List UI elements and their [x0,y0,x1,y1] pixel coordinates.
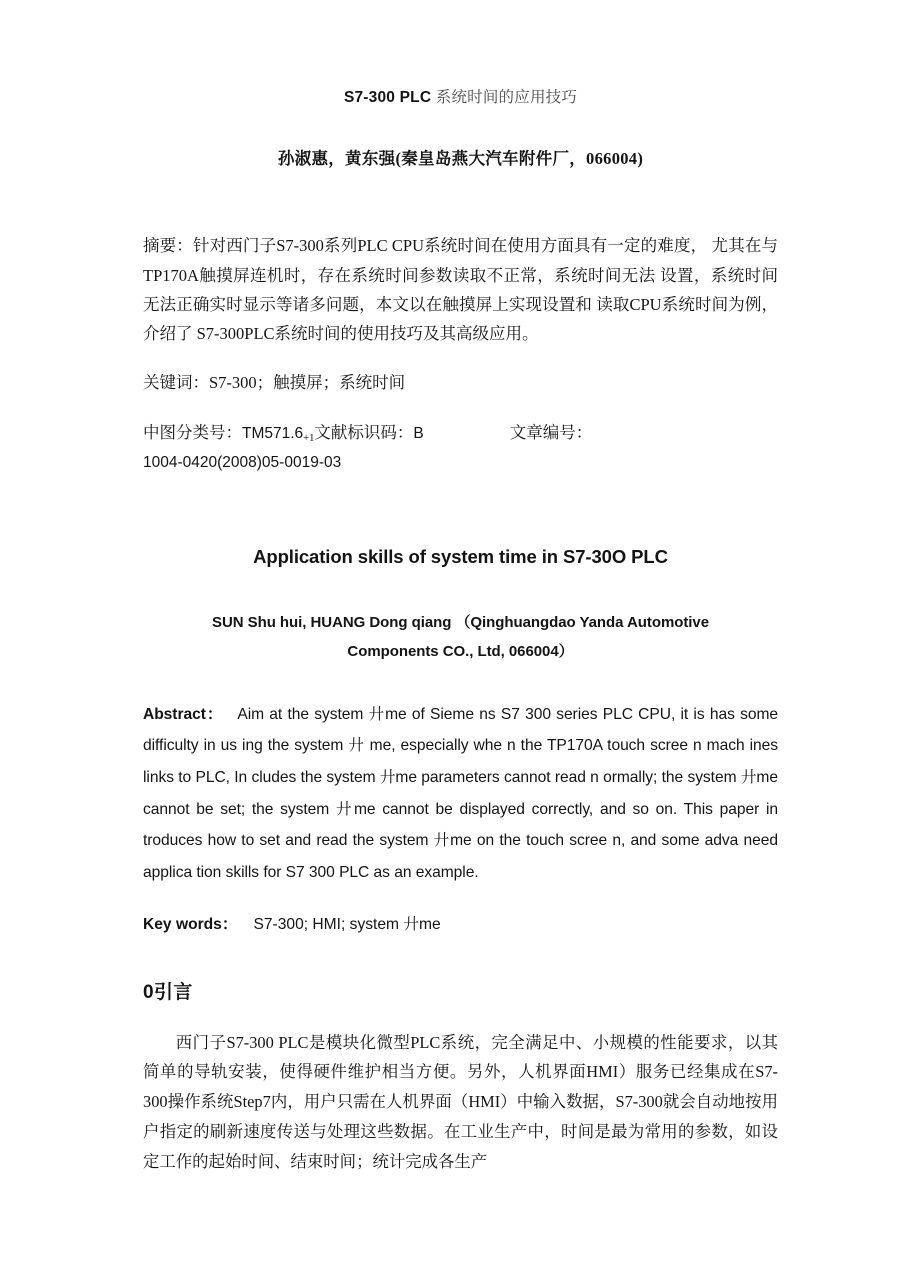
page-content-column [143,0,778,1193]
chinese-article-title [143,88,778,107]
english-keywords-label: Key words： [143,915,238,933]
chinese-title-rest: 系统时间的应用技巧 [431,89,578,106]
english-abstract-text: Aim at the system 廾me of Sieme ns S7 300 series PLC CPU, it is has some difficulty in us ing the system 廾 me, especially whe n the TP170A touch scree n mach ines links to PLC, In cludes the system 廾me parameters cannot read n ormally; the system 廾me cannot be set; the system 廾me cannot be displayed correctly, and so on. This paper in troduces how to set and read the system 廾me on the touch scree n, and some adva need applica tion skills for S7 300 PLC as an example. [143,705,779,881]
article-id-value: 1004-0420(2008)05-0019-03 [143,453,342,471]
chinese-keywords [143,369,778,397]
english-keywords-text: S7-300; HMI; system 廾me [253,915,441,933]
english-authors-affiliation [143,608,778,667]
english-abstract [143,699,778,889]
english-authors-line1: SUN Shu hui, HUANG Dong qiang （Qinghuangdao Yanda Automotive [212,614,709,632]
section-heading-introduction: 0引言 [143,981,193,1003]
clc-superscript: +1 [303,432,315,444]
chinese-title-lead: S7-300 PLC [343,89,432,106]
english-article-title: Application skills of system time in S7-30O PLC [253,546,668,568]
english-keywords [143,911,778,939]
chinese-abstract-text: 针对西门子S7-300系列PLC CPU系统时间在使用方面具有一定的难度， 尤其在与TP170A触摸屏连机时，存在系统时间参数读取不正常，系统时间无法 设置，系统时间无法正确实时显示等诸多问题，本文以在触摸屏上实现设置和 读取CPU系统时间为例，介绍了 S7-300PLC系统时间的使用技巧及其高级应用。 [143,236,779,344]
chinese-authors-affiliation: 孙淑惠，黄东强(秦皇岛燕大汽车附件厂，066004) [277,149,644,169]
chinese-abstract [143,231,778,348]
chinese-keywords-text: S7-300；触摸屏；系统时间 [209,372,406,392]
document-code-label: 文献标识码： [314,422,414,442]
introduction-paragraph: 西门子S7-300 PLC是模块化微型PLC系统，完全满足中、小规模的性能要求，以其简单的导轨安装，使得硬件维护相当方便。另外，人机界面HMI）服务已经集成在S7-300操作系统Step7内，用户只需在人机界面（HMI）中输入数据，S7-300就会自动地按用户指定的刷新速度传送与处理这些数据。在工业生产中，时间是最为常用的参数，如设定工作的起始时间、结束时间；统计完成各生产 [143,1032,778,1172]
clc-value: TM571.6 [242,424,304,442]
document-code-value: B [413,424,424,442]
english-abstract-label: Abstract： [143,705,224,723]
clc-label: 中图分类号： [143,422,242,442]
english-authors-line2: Components CO., Ltd, 066004） [347,643,574,661]
article-id-label: 文章编号： [509,422,593,442]
chinese-abstract-label: 摘要： [143,236,193,256]
chinese-keywords-label: 关键词： [143,372,209,392]
classification-line [143,419,778,476]
